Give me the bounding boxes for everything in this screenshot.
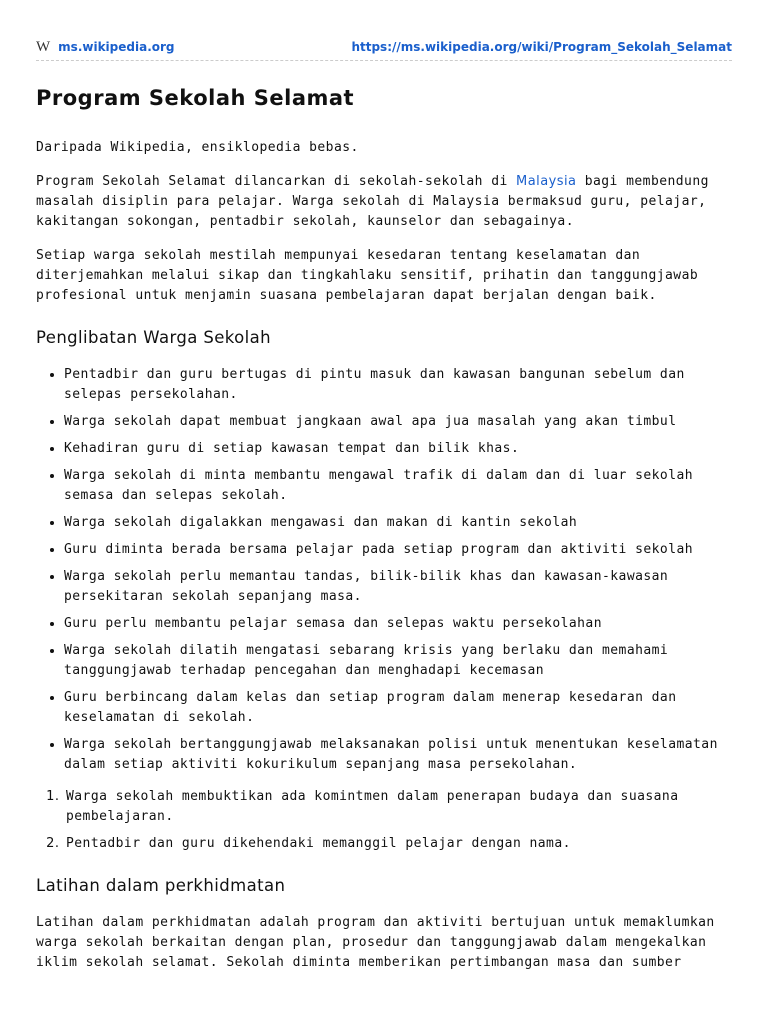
section-heading-penglibatan: Penglibatan Warga Sekolah bbox=[36, 328, 272, 347]
header-divider bbox=[36, 60, 732, 61]
article-body bbox=[36, 86, 732, 987]
page-header bbox=[36, 36, 732, 58]
site-identity bbox=[36, 39, 175, 56]
section-heading-latihan: Latihan dalam perkhidmatan bbox=[36, 876, 286, 895]
list-item: • Kehadiran guru di setiap kawasan tempat dan bilik khas. bbox=[64, 439, 732, 459]
intro-paragraph bbox=[36, 172, 732, 232]
domain-link[interactable]: ms.wikipedia.org bbox=[58, 40, 175, 54]
list-item: • Pentadbir dan guru bertugas di pintu masuk dan kawasan bangunan sebelum dan selepas persekolahan. bbox=[64, 365, 732, 405]
list-item: • Warga sekolah dapat membuat jangkaan awal apa jua masalah yang akan timbul bbox=[64, 412, 732, 432]
intro-text-before: Program Sekolah Selamat dilancarkan di sekolah-sekolah di bbox=[36, 174, 517, 189]
list-item: • Guru perlu membantu pelajar semasa dan selepas waktu persekolahan bbox=[64, 614, 732, 634]
list-item: • Guru berbincang dalam kelas dan setiap program dalam menerap kesedaran dan keselamatan di sekolah. bbox=[64, 688, 732, 728]
list-item: • Warga sekolah dilatih mengatasi sebarang krisis yang berlaku dan memahami tanggungjawab terhadap pencegahan dan menghadapi kecemasan bbox=[64, 641, 732, 681]
page-url-link[interactable]: https://ms.wikipedia.org/wiki/Program_Sekolah_Selamat bbox=[351, 40, 732, 54]
list-item: 2. Pentadbir dan guru dikehendaki memanggil pelajar dengan nama. bbox=[64, 834, 732, 854]
malaysia-link[interactable]: Malaysia bbox=[516, 174, 577, 189]
list-item: • Warga sekolah digalakkan mengawasi dan makan di kantin sekolah bbox=[64, 513, 732, 533]
intro-text-after: bagi membendung masalah disiplin para pelajar. Warga sekolah di Malaysia bermaksud guru, pelajar, kakitangan sokongan, pentadbir sekolah, kaunselor dan sebagainya. bbox=[36, 174, 709, 229]
training-paragraph: Latihan dalam perkhidmatan adalah program dan aktiviti bertujuan untuk memaklumkan warga sekolah berkaitan dengan plan, prosedur dan tanggungjawab dalam mengekalkan iklim sekolah selamat. Sekolah diminta memberikan pertimbangan masa dan sumber bbox=[36, 915, 715, 970]
list-item: • Guru diminta berada bersama pelajar pada setiap program dan aktiviti sekolah bbox=[64, 540, 732, 560]
list-item: 1. Warga sekolah membuktikan ada komintmen dalam penerapan budaya dan suasana pembelajaran. bbox=[64, 787, 732, 827]
awareness-paragraph: Setiap warga sekolah mestilah mempunyai kesedaran tentang keselamatan dan diterjemahkan melalui sikap dan tingkahlaku sensitif, prihatin dan tanggungjawab profesional untuk menjamin suasana pembelajaran dapat berjalan dengan baik. bbox=[36, 248, 699, 303]
involvement-numbered-list bbox=[36, 787, 732, 854]
list-item: • Warga sekolah di minta membantu mengawal trafik di dalam dan di luar sekolah semasa dan selepas sekolah. bbox=[64, 466, 732, 506]
page-title: Program Sekolah Selamat bbox=[36, 86, 355, 110]
list-item: • Warga sekolah perlu memantau tandas, bilik-bilik khas dan kawasan-kawasan persekitaran sekolah sepanjang masa. bbox=[64, 567, 732, 607]
involvement-bullet-list bbox=[36, 365, 732, 775]
list-item: • Warga sekolah bertanggungjawab melaksanakan polisi untuk menentukan keselamatan dalam setiap aktiviti kokurikulum sepanjang masa persekolahan. bbox=[64, 735, 732, 775]
wikipedia-logo-icon: W bbox=[36, 38, 51, 55]
tagline: Daripada Wikipedia, ensiklopedia bebas. bbox=[36, 140, 359, 155]
